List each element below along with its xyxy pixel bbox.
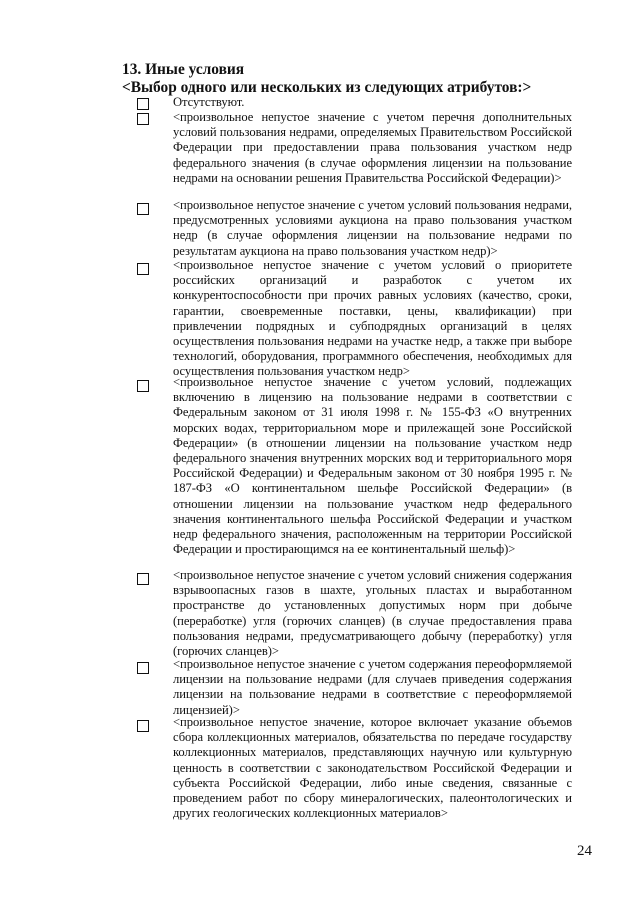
option-text: <произвольное непустое значение с учетом перечня дополнительных условий пользования недрами, определяемых Правительством Российской Федерации при предоставлении права пользования участком недр федерального значения (в случае оформления лицензии на пользование недрами на основании решения Правительства Российской Федерации)>	[173, 110, 572, 185]
option-text: <произвольное непустое значение с учетом условий снижения содержания взрывоопасных газов в шахте, угольных пластах и выработанном пространстве до установленных допустимых норм при добыче (переработке) угля (горючих сланцев) (в случае предоставления права пользования недрами, предусматривающего добычу (переработку) угля (горючих сланцев)>	[173, 568, 572, 659]
option-checkbox[interactable]	[137, 662, 149, 674]
option-text: <произвольное непустое значение с учетом условий, подлежащих включению в лицензию на пользование недрами в соответствии с Федеральным законом от 31 июля 1998 г. № 155-ФЗ «О внутренних морских водах, территориальном море и прилежащей зоне Российской Федерации» (в отношении лицензии на пользование участком недр федерального значения внутренних морских вод и территориального моря Российской Федерации) и Федеральным законом от 30 ноября 1995 г. № 187-ФЗ «О континентальном шельфе Российской Федерации» (в отношении лицензии на пользование участком недр федерального значения континентального шельфа Российской Федерации и участком недр федерального значения, расположенным на территории Российской Федерации и простирающимся на ее континентальный шельф)>	[173, 375, 572, 557]
section-heading	[122, 61, 582, 97]
page-number: 24	[577, 843, 592, 859]
option-text: <произвольное непустое значение, которое включает указание объемов сбора коллекционных материалов, обязательства по передаче государству коллекционных материалов, представляющих научную или культурную ценность в соответствии с законодательством Российской Федерации и субъекта Российской Федерации, либо иные сведения, связанные с проведением работ по сбору минералогических, палеонтологических и других геологических коллекционных материалов>	[173, 715, 572, 821]
option-text: Отсутствуют.	[173, 95, 245, 109]
option-checkbox[interactable]	[137, 573, 149, 585]
option-text: <произвольное непустое значение с учетом условий пользования недрами, предусмотренных условиями аукциона на право пользования участком недр (в случае оформления лицензии на пользование недрами по результатам аукциона на право пользования участком недр)>	[173, 198, 572, 258]
option-checkbox[interactable]	[137, 113, 149, 125]
option-text: <произвольное непустое значение с учетом условий о приоритете российских организаций и разработок с учетом их конкурентоспособности при прочих равных условиях (качество, сроки, гарантии, своевременные поставки, цены, квалификации) при привлечении подрядных и субподрядных организаций в целях осуществления пользования недрами на участке недр, а также при выборе технологий, оборудования, программного обеспечения, необходимых для осуществления пользования участком недр>	[173, 258, 572, 379]
option-text: <произвольное непустое значение с учетом содержания переоформляемой лицензии на пользование недрами (для случаев приведения содержания лицензии на пользование недрами в соответствие с переоформляемой лицензией)>	[173, 657, 572, 717]
section-title: 13. Иные условия	[122, 61, 245, 78]
option-checkbox[interactable]	[137, 720, 149, 732]
option-checkbox[interactable]	[137, 203, 149, 215]
option-checkbox[interactable]	[137, 380, 149, 392]
section-subtitle: <Выбор одного или нескольких из следующих атрибутов:>	[122, 79, 532, 96]
option-checkbox[interactable]	[137, 98, 149, 110]
option-checkbox[interactable]	[137, 263, 149, 275]
